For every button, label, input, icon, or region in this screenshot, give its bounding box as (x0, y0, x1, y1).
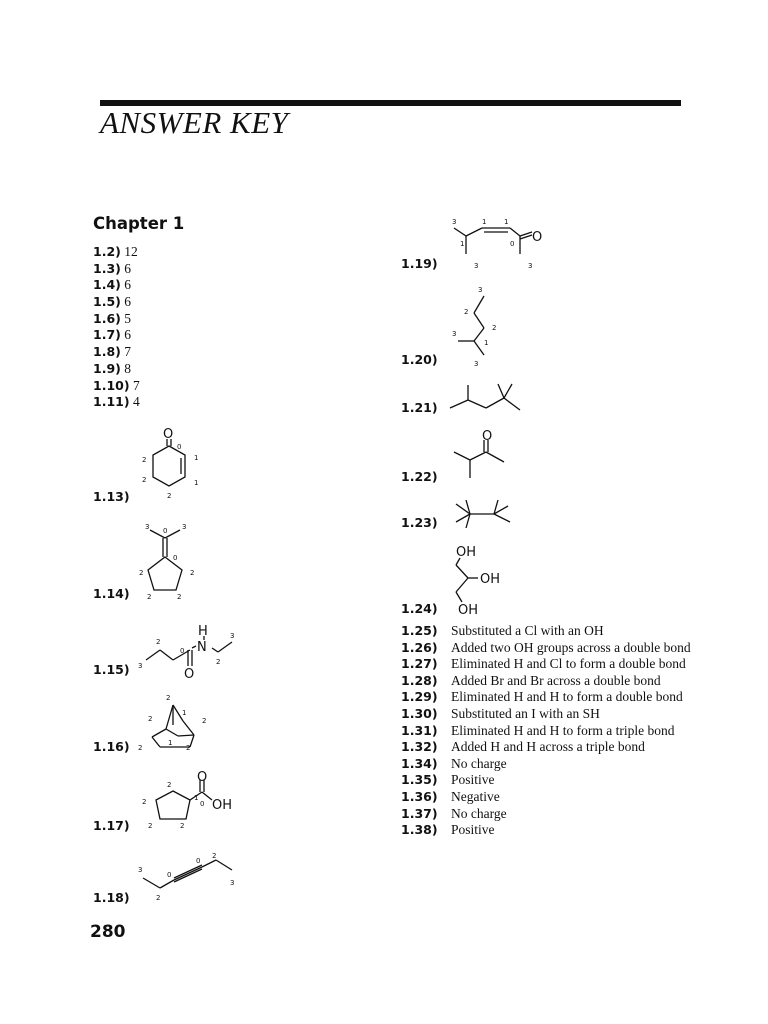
chapter-heading: Chapter 1 (93, 214, 185, 233)
svg-text:2: 2 (464, 308, 469, 316)
answer-text: No charge (451, 755, 507, 771)
svg-text:3: 3 (452, 218, 457, 226)
answer-number: 1.30) (401, 705, 438, 721)
question-label-1-22: 1.22) (401, 469, 438, 484)
svg-text:1: 1 (504, 218, 509, 226)
svg-text:0: 0 (177, 443, 182, 451)
svg-text:0: 0 (200, 800, 205, 808)
svg-text:1: 1 (194, 479, 199, 487)
svg-text:0: 0 (196, 857, 201, 865)
text-answer-list (401, 623, 701, 839)
structure-1-20 (446, 283, 516, 373)
answer-text: Positive (451, 772, 495, 788)
answer-number: 1.28) (401, 672, 438, 688)
svg-text:3: 3 (474, 360, 479, 368)
svg-text:1: 1 (482, 218, 487, 226)
answer-number: 1.6) (93, 310, 121, 326)
answer-item (401, 706, 701, 723)
answer-item (93, 277, 140, 294)
svg-text:2: 2 (167, 492, 172, 500)
answer-item (93, 261, 140, 278)
svg-text:2: 2 (177, 593, 182, 601)
svg-text:2: 2 (147, 593, 152, 601)
question-label-1-23: 1.23) (401, 515, 438, 530)
hydroxyl-group-label: OH (480, 572, 501, 587)
question-label-1-14: 1.14) (93, 586, 130, 601)
svg-text:2: 2 (148, 715, 153, 723)
svg-text:1: 1 (194, 794, 199, 802)
svg-text:3: 3 (182, 523, 187, 531)
answer-item (401, 640, 701, 657)
answer-number: 1.3) (93, 260, 121, 276)
answer-text: 7 (124, 344, 131, 360)
answer-item (93, 244, 140, 261)
answer-text: Eliminated H and Cl to form a double bond (451, 656, 686, 672)
question-label-1-16: 1.16) (93, 739, 130, 754)
hydroxyl-group-label: OH (212, 798, 233, 813)
answer-number: 1.29) (401, 689, 438, 705)
answer-number: 1.25) (401, 623, 438, 638)
answer-number: 1.9) (93, 360, 121, 376)
structure-1-18 (138, 850, 248, 900)
answer-text: 7 (132, 377, 140, 393)
svg-text:2: 2 (167, 781, 172, 789)
structure-1-17 (138, 770, 248, 835)
svg-text:3: 3 (138, 662, 143, 670)
structure-1-14 (135, 520, 215, 602)
answer-number: 1.31) (401, 722, 438, 738)
answer-text: 6 (124, 277, 131, 293)
answer-item (401, 623, 701, 640)
answer-item (401, 789, 701, 806)
svg-text:3: 3 (452, 330, 457, 338)
answer-text: Eliminated H and H to form a triple bond (451, 722, 675, 738)
svg-text:3: 3 (230, 879, 235, 887)
page-title: ANSWER KEY (100, 105, 289, 140)
answer-text: Eliminated H and H to form a double bond (451, 689, 683, 705)
svg-text:2: 2 (216, 658, 221, 666)
svg-text:2: 2 (212, 852, 217, 860)
answer-text: 5 (124, 310, 131, 326)
svg-text:1: 1 (460, 240, 465, 248)
answer-number: 1.38) (401, 822, 438, 838)
svg-text:1: 1 (182, 709, 187, 717)
oxygen-atom-label: O (532, 230, 543, 245)
question-label-1-15: 1.15) (93, 662, 130, 677)
answer-item (401, 739, 701, 756)
answer-item (401, 772, 701, 789)
answer-number: 1.36) (401, 788, 438, 804)
structure-1-21 (446, 380, 536, 420)
structure-1-13 (130, 425, 220, 500)
question-label-1-24: 1.24) (401, 601, 438, 616)
answer-number: 1.7) (93, 327, 121, 343)
answer-item (401, 689, 701, 706)
structure-1-16 (138, 693, 218, 753)
question-label-1-17: 1.17) (93, 818, 130, 833)
question-label-1-19: 1.19) (401, 256, 438, 271)
oxygen-atom-label: O (482, 429, 493, 444)
svg-text:2: 2 (142, 476, 147, 484)
answer-number: 1.8) (93, 344, 121, 360)
answer-item (93, 311, 140, 328)
answer-number: 1.26) (401, 639, 438, 655)
answer-item (93, 394, 140, 411)
svg-text:2: 2 (148, 822, 153, 830)
short-answer-list (93, 244, 140, 411)
svg-text:0: 0 (167, 871, 172, 879)
answer-text: Positive (451, 822, 495, 838)
svg-text:3: 3 (138, 866, 143, 874)
answer-item (401, 723, 701, 740)
answer-item (93, 294, 140, 311)
hydroxyl-group-label: OH (456, 545, 477, 560)
oxygen-atom-label: O (184, 667, 195, 682)
question-label-1-18: 1.18) (93, 890, 130, 905)
answer-text: Substituted an I with an SH (451, 705, 600, 721)
structure-1-19 (444, 210, 554, 270)
answer-text: 4 (132, 394, 140, 410)
answer-item (401, 673, 701, 690)
answer-number: 1.4) (93, 277, 121, 293)
answer-text: 6 (124, 294, 131, 310)
answer-number: 1.5) (93, 294, 121, 310)
answer-number: 1.2) (93, 244, 121, 259)
svg-text:3: 3 (145, 523, 150, 531)
svg-text:2: 2 (156, 638, 161, 646)
answer-text: Substituted a Cl with an OH (451, 623, 604, 638)
structure-1-24 (446, 540, 516, 620)
answer-text: 8 (124, 360, 131, 376)
answer-number: 1.35) (401, 772, 438, 788)
answer-number: 1.10) (93, 377, 130, 393)
svg-text:2: 2 (492, 324, 497, 332)
answer-number: 1.34) (401, 755, 438, 771)
svg-text:2: 2 (166, 694, 171, 702)
svg-text:2: 2 (186, 744, 191, 752)
question-label-1-21: 1.21) (401, 400, 438, 415)
question-label-1-13: 1.13) (93, 489, 130, 504)
page-number: 280 (90, 922, 126, 942)
nitrogen-atom-label: N (197, 640, 207, 655)
oxygen-atom-label: O (197, 770, 208, 785)
answer-item (401, 822, 701, 839)
hydrogen-atom-label: H (198, 624, 208, 639)
svg-text:3: 3 (528, 262, 533, 270)
answer-item (401, 656, 701, 673)
svg-text:1: 1 (194, 454, 199, 462)
question-label-1-20: 1.20) (401, 352, 438, 367)
hydroxyl-group-label: OH (458, 603, 479, 618)
svg-text:2: 2 (139, 569, 144, 577)
structure-1-15 (138, 622, 248, 682)
svg-text:2: 2 (190, 569, 195, 577)
answer-item (93, 327, 140, 344)
oxygen-atom-label: O (163, 427, 174, 442)
svg-text:3: 3 (478, 286, 483, 294)
answer-text: 6 (124, 260, 131, 276)
answer-number: 1.27) (401, 656, 438, 672)
svg-text:0: 0 (163, 527, 168, 535)
structure-1-23 (446, 494, 526, 534)
svg-text:3: 3 (474, 262, 479, 270)
answer-number: 1.32) (401, 739, 438, 755)
svg-text:2: 2 (180, 822, 185, 830)
svg-text:2: 2 (156, 894, 161, 902)
answer-text: 6 (124, 327, 131, 343)
svg-text:3: 3 (230, 632, 235, 640)
svg-text:2: 2 (202, 717, 207, 725)
svg-text:1: 1 (168, 739, 173, 747)
answer-number: 1.11) (93, 394, 130, 410)
answer-text: Negative (451, 788, 500, 804)
answer-item (401, 806, 701, 823)
answer-text: No charge (451, 805, 507, 821)
answer-text: Added H and H across a triple bond (451, 739, 645, 755)
svg-text:0: 0 (510, 240, 515, 248)
answer-text: Added two OH groups across a double bond (451, 639, 691, 655)
answer-item (93, 361, 140, 378)
structure-1-22 (446, 428, 526, 483)
answer-item (93, 378, 140, 395)
answer-item (401, 756, 701, 773)
answer-item (93, 344, 140, 361)
svg-text:2: 2 (138, 744, 143, 752)
answer-text: Added Br and Br across a double bond (451, 672, 661, 688)
answer-text: 12 (124, 244, 138, 259)
svg-text:2: 2 (142, 798, 147, 806)
svg-text:2: 2 (142, 456, 147, 464)
svg-text:0: 0 (180, 647, 185, 655)
answer-number: 1.37) (401, 805, 438, 821)
svg-text:0: 0 (173, 554, 178, 562)
svg-text:1: 1 (484, 339, 489, 347)
